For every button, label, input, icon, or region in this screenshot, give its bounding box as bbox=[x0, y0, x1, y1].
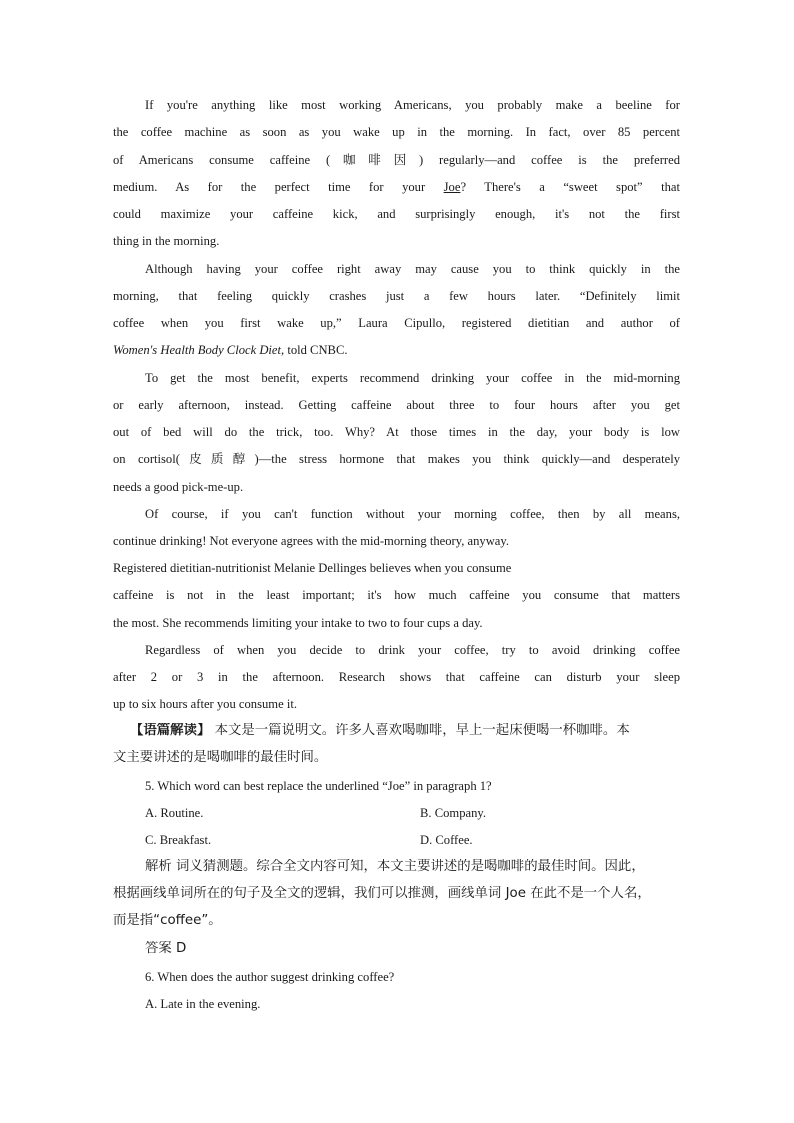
question-5-option-c: C. Breakfast. bbox=[145, 833, 212, 847]
paragraph-1-line-4-end: ? There's a “sweet spot” that bbox=[460, 180, 680, 194]
paragraph-2-line-1: Although having your coffee right away may cause you to think quickly in the bbox=[145, 262, 680, 276]
paragraph-3-line-1: To get the most benefit, experts recommend drinking your coffee in the mid-morning bbox=[145, 371, 680, 385]
underlined-word-joe: Joe bbox=[443, 180, 461, 194]
paragraph-2-line-2: morning, that feeling quickly crashes just a few hours later. “Definitely limit bbox=[113, 289, 680, 303]
paragraph-1-line-2: the coffee machine as soon as you wake up in the morning. In fact, over 85 percent bbox=[113, 125, 680, 139]
paragraph-5-line-3: up to six hours after you consume it. bbox=[113, 697, 297, 711]
paragraph-1-line-6: thing in the morning. bbox=[113, 234, 220, 248]
paragraph-4-line-1: Of course, if you can't function without your morning coffee, then by all means, bbox=[145, 507, 680, 521]
paragraph-4-line-4: caffeine is not in the least important; it's how much caffeine you consume that matters bbox=[113, 588, 680, 602]
question-5-option-b: B. Company. bbox=[420, 806, 486, 820]
paragraph-1-line-5: could maximize your caffeine kick, and surprisingly enough, it's not the first bbox=[113, 207, 680, 221]
paragraph-4-line-3: Registered dietitian-nutritionist Melanie Dellinges believes when you consume bbox=[113, 561, 512, 575]
question-5-explanation-line-1: 解析 词义猜测题。综合全文内容可知，本文主要讲述的是喝咖啡的最佳时间。因此， bbox=[145, 859, 645, 874]
paragraph-3-line-4: on cortisol(皮质醇)—the stress hormone that makes you think quickly—and desperately bbox=[113, 452, 680, 466]
paragraph-5-line-2: after 2 or 3 in the afternoon. Research shows that caffeine can disturb your sleep bbox=[113, 670, 680, 684]
discourse-analysis-label: 【语篇解读】 bbox=[130, 723, 211, 738]
paragraph-2-line-4-end: told CNBC. bbox=[284, 343, 348, 357]
question-5-explanation-line-3: 而是指“coffee”。 bbox=[113, 913, 222, 928]
question-5-option-a: A. Routine. bbox=[145, 806, 204, 820]
paragraph-5-line-1: Regardless of when you decide to drink your coffee, try to avoid drinking coffee bbox=[145, 643, 680, 657]
question-5-stem: 5. Which word can best replace the underlined “Joe” in paragraph 1? bbox=[145, 779, 492, 793]
paragraph-1-line-1: If you're anything like most working Americans, you probably make a beeline for bbox=[145, 98, 680, 112]
question-6-stem: 6. When does the author suggest drinking coffee? bbox=[145, 970, 395, 984]
question-6-option-a: A. Late in the evening. bbox=[145, 997, 261, 1011]
paragraph-3-line-2: or early afternoon, instead. Getting caffeine about three to four hours after you get bbox=[113, 398, 680, 412]
paragraph-1-line-4-start: medium. As for the perfect time for your bbox=[113, 180, 444, 194]
discourse-analysis-line-1 bbox=[130, 723, 680, 739]
question-5-answer: 答案 D bbox=[145, 941, 187, 956]
paragraph-2-line-4 bbox=[113, 342, 680, 358]
discourse-analysis-text: 本文是一篇说明文。许多人喜欢喝咖啡，早上一起床便喝一杯咖啡。本 bbox=[210, 723, 630, 738]
paragraph-1-line-4 bbox=[113, 179, 680, 195]
paragraph-1-line-3: of Americans consume caffeine (咖啡因) regularly—and coffee is the preferred bbox=[113, 153, 680, 167]
paragraph-3-line-3: out of bed will do the trick, too. Why? At those times in the day, your body is low bbox=[113, 425, 680, 439]
paragraph-4-line-5: the most. She recommends limiting your intake to two to four cups a day. bbox=[113, 616, 483, 630]
discourse-analysis-line-2: 文主要讲述的是喝咖啡的最佳时间。 bbox=[113, 750, 328, 765]
paragraph-4-line-2: continue drinking! Not everyone agrees with the mid-morning theory, anyway. bbox=[113, 534, 510, 548]
question-5-option-d: D. Coffee. bbox=[420, 833, 473, 847]
paragraph-2-line-3: coffee when you first wake up,” Laura Cipullo, registered dietitian and author of bbox=[113, 316, 680, 330]
question-5-explanation-line-2: 根据画线单词所在的句子及全文的逻辑，我们可以推测，画线单词 Joe 在此不是一个人名， bbox=[113, 886, 651, 901]
book-title: Women's Health Body Clock Diet, bbox=[113, 343, 285, 357]
paragraph-3-line-5: needs a good pick-me-up. bbox=[113, 480, 244, 494]
